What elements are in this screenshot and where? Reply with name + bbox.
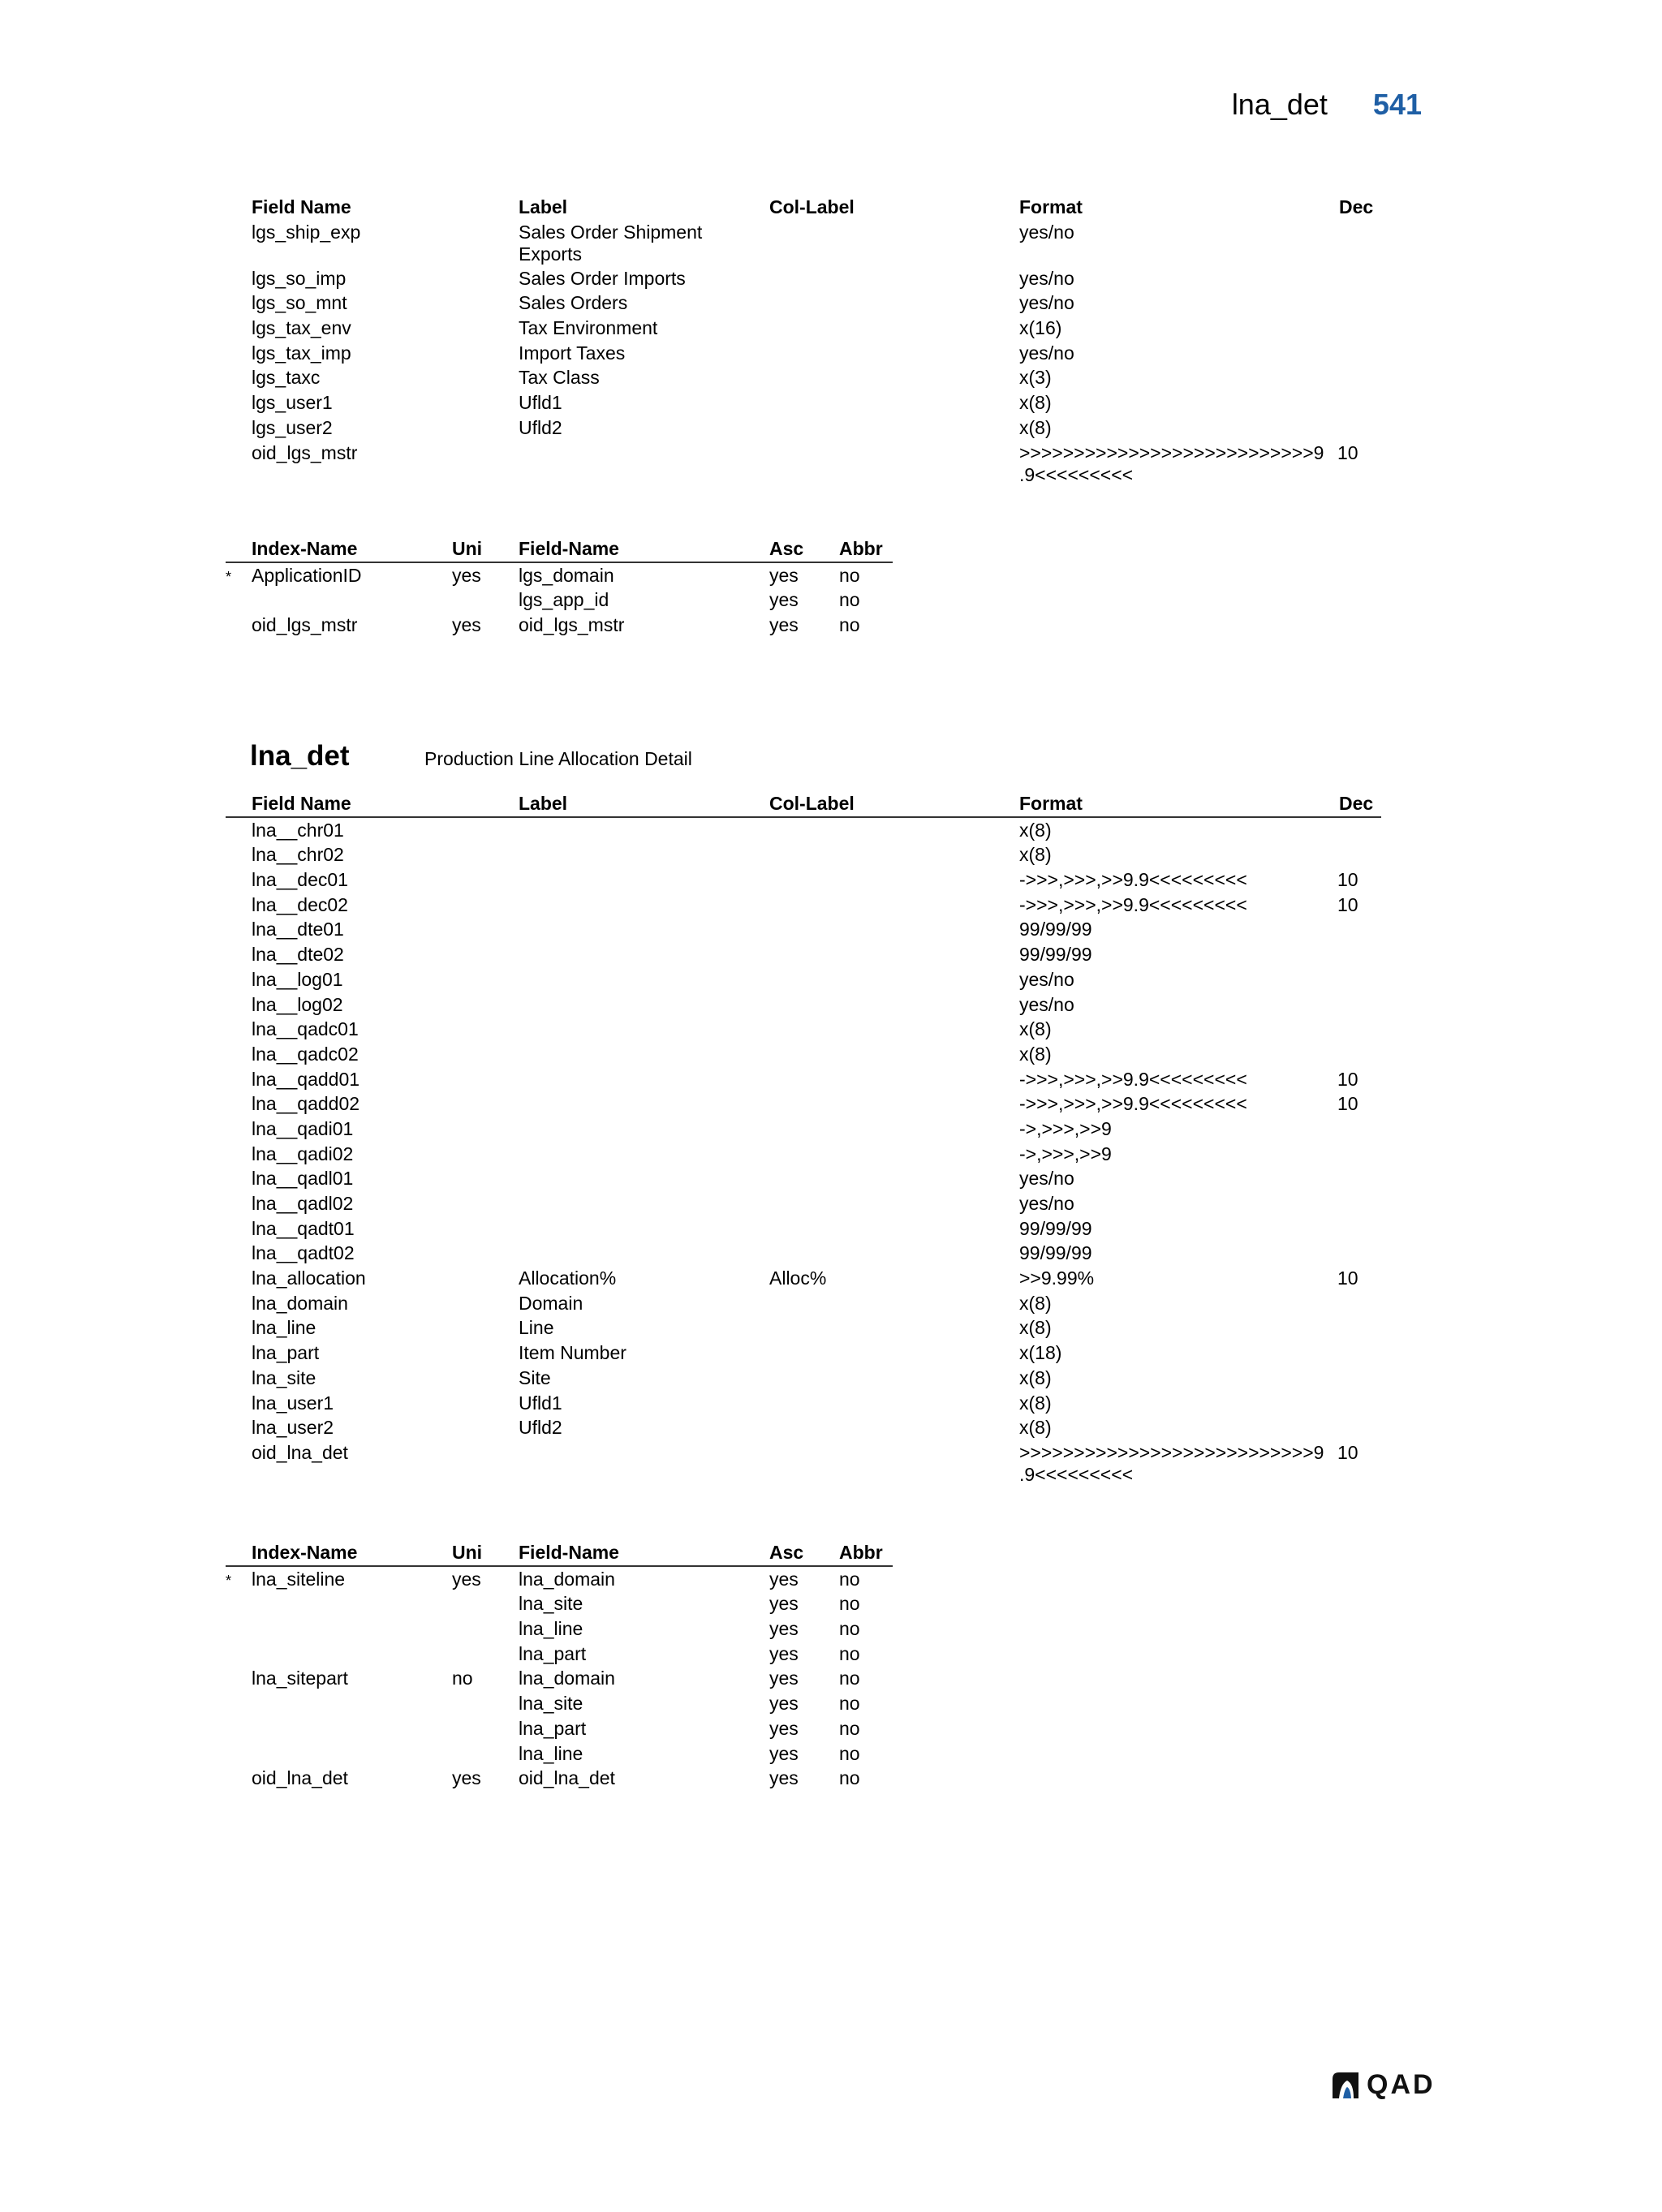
field-format: 99/99/99 [1019, 1217, 1092, 1239]
field-row [226, 1315, 1381, 1341]
index-field-name: lna_site [519, 1693, 583, 1715]
field-row [226, 992, 1381, 1018]
index-abbreviated: no [839, 1767, 860, 1789]
col-header-dec: Dec [1339, 793, 1374, 814]
field-row [226, 316, 1381, 341]
index-field-name: lgs_domain [519, 564, 614, 586]
field-name: lna_allocation [252, 1267, 366, 1289]
index-field-name: lna_part [519, 1717, 587, 1739]
field-name: lna__qadc01 [252, 1018, 359, 1040]
field-label: Allocation% [519, 1267, 617, 1289]
field-name: oid_lna_det [252, 1441, 348, 1463]
field-row [226, 441, 1381, 487]
field-name: lgs_tax_env [252, 317, 351, 339]
field-format: yes/no [1019, 221, 1074, 243]
field-format: yes/no [1019, 292, 1074, 314]
field-row [226, 1366, 1381, 1391]
index-field-name: lna_site [519, 1593, 583, 1615]
field-row [226, 942, 1381, 967]
col-header-field-name: Field Name [252, 196, 351, 217]
col-header-index-name: Index-Name [252, 1542, 358, 1563]
field-format: ->>>,>>>,>>9.9<<<<<<<<< [1019, 1068, 1247, 1090]
index-row [226, 1591, 893, 1616]
field-dec: 10 [1337, 1093, 1358, 1115]
col-header-uni: Uni [452, 1542, 483, 1563]
field-format: yes/no [1019, 993, 1074, 1015]
field-format: >>>>>>>>>>>>>>>>>>>>>>>>>>>9 .9<<<<<<<<< [1019, 1441, 1324, 1485]
index-field-name: oid_lgs_mstr [519, 614, 625, 636]
field-name: lna_site [252, 1366, 316, 1388]
field-name: lgs_so_imp [252, 267, 347, 289]
field-format: yes/no [1019, 342, 1074, 364]
field-row [226, 842, 1381, 867]
field-row [226, 1266, 1381, 1291]
field-row [226, 1341, 1381, 1366]
field-name: lna__log01 [252, 968, 343, 990]
field-format: x(16) [1019, 317, 1062, 339]
col-header-col-label: Col-Label [769, 196, 855, 217]
continued-field-table [226, 195, 1381, 487]
field-name: lna__qadi01 [252, 1117, 354, 1139]
index-row [226, 1716, 893, 1741]
field-row [226, 1166, 1381, 1191]
field-name: lgs_tax_imp [252, 342, 351, 364]
index-unique: yes [452, 614, 481, 636]
field-name: lna__dte02 [252, 944, 344, 966]
index-field-name: lna_domain [519, 1668, 615, 1689]
field-format: yes/no [1019, 1168, 1074, 1190]
field-row [226, 365, 1381, 390]
index-field-name: lgs_app_id [519, 589, 609, 611]
field-row [226, 1391, 1381, 1416]
qad-logo [1329, 2069, 1436, 2101]
index-field-name: lna_part [519, 1642, 587, 1664]
col-header-field-name: Field-Name [519, 1542, 619, 1563]
index-abbreviated: no [839, 1668, 860, 1689]
field-dec: 10 [1337, 869, 1358, 891]
index-abbreviated: no [839, 1717, 860, 1739]
field-format: ->>>,>>>,>>9.9<<<<<<<<< [1019, 869, 1247, 891]
field-name: lna__qadt02 [252, 1242, 355, 1264]
page-number: 541 [1372, 88, 1422, 121]
field-name: lna__qadd02 [252, 1093, 360, 1115]
index-table-header [226, 536, 893, 563]
field-format: yes/no [1019, 267, 1074, 289]
index-name: lna_sitepart [252, 1668, 348, 1689]
index-row [226, 587, 893, 613]
field-label: Tax Class [519, 367, 600, 389]
index-field-name: lna_line [519, 1742, 583, 1764]
field-label: Import Taxes [519, 342, 626, 364]
field-format: x(8) [1019, 1317, 1052, 1339]
field-format: x(8) [1019, 1392, 1052, 1414]
index-row [226, 563, 893, 588]
field-format: 99/99/99 [1019, 944, 1092, 966]
field-row [226, 917, 1381, 942]
field-name: lna__dec02 [252, 893, 348, 915]
field-row [226, 1291, 1381, 1316]
field-name: lna__qadt01 [252, 1217, 355, 1239]
index-ascending: yes [769, 589, 799, 611]
field-row [226, 867, 1381, 893]
field-label: Sales Orders [519, 292, 628, 314]
field-row [226, 1017, 1381, 1042]
col-header-asc: Asc [769, 538, 804, 559]
field-row [226, 415, 1381, 441]
index-abbreviated: no [839, 1693, 860, 1715]
field-format: ->>>,>>>,>>9.9<<<<<<<<< [1019, 893, 1247, 915]
index-abbreviated: no [839, 564, 860, 586]
col-header-field-name: Field Name [252, 793, 351, 814]
field-label: Tax Environment [519, 317, 658, 339]
index-ascending: yes [769, 1618, 799, 1640]
index-field-name: oid_lna_det [519, 1767, 615, 1789]
col-header-abbr: Abbr [839, 1542, 883, 1563]
field-format: x(8) [1019, 1366, 1052, 1388]
col-header-format: Format [1019, 196, 1083, 217]
field-label: Ufld2 [519, 416, 562, 438]
field-format: ->,>>>,>>9 [1019, 1143, 1112, 1164]
field-dec: 10 [1337, 1441, 1358, 1463]
index-row [226, 1642, 893, 1667]
field-table-header [226, 791, 1381, 818]
table-description: Production Line Allocation Detail [424, 748, 692, 769]
field-format: yes/no [1019, 1193, 1074, 1214]
index-abbreviated: no [839, 1742, 860, 1764]
field-name: lgs_user2 [252, 416, 333, 438]
table-title: lna_det [250, 740, 350, 772]
field-format: ->>>,>>>,>>9.9<<<<<<<<< [1019, 1093, 1247, 1115]
field-row [226, 1067, 1381, 1092]
field-format: x(8) [1019, 1292, 1052, 1314]
field-name: lna__dte01 [252, 919, 344, 940]
field-label: Sales Order Shipment Exports [519, 221, 703, 265]
index-ascending: yes [769, 1767, 799, 1789]
field-row [226, 818, 1381, 843]
index-abbreviated: no [839, 589, 860, 611]
field-name: lna_user1 [252, 1392, 334, 1414]
field-format: 99/99/99 [1019, 1242, 1092, 1264]
col-header-label: Label [519, 196, 568, 217]
field-label: Sales Order Imports [519, 267, 686, 289]
field-row [226, 1440, 1381, 1487]
field-name: lna__qadi02 [252, 1143, 354, 1164]
index-abbreviated: no [839, 614, 860, 636]
field-row [226, 1241, 1381, 1266]
col-header-asc: Asc [769, 1542, 804, 1563]
field-name: lgs_ship_exp [252, 221, 361, 243]
field-col-label: Alloc% [769, 1267, 827, 1289]
index-table [226, 1540, 893, 1791]
field-label: Ufld1 [519, 392, 562, 414]
index-name: oid_lna_det [252, 1767, 348, 1789]
field-label: Ufld1 [519, 1392, 562, 1414]
page-header [1232, 88, 1422, 122]
field-dec: 10 [1337, 1267, 1358, 1289]
index-name: ApplicationID [252, 564, 362, 586]
index-field-name: lna_line [519, 1618, 583, 1640]
field-label: Site [519, 1366, 551, 1388]
field-format: x(8) [1019, 416, 1052, 438]
field-name: lna__qadd01 [252, 1068, 360, 1090]
field-format: ->,>>>,>>9 [1019, 1117, 1112, 1139]
col-header-field-name: Field-Name [519, 538, 619, 559]
index-unique: yes [452, 1568, 481, 1590]
field-dec: 10 [1337, 441, 1358, 463]
continued-index-table [226, 536, 893, 638]
col-header-abbr: Abbr [839, 538, 883, 559]
index-row [226, 1567, 893, 1592]
index-ascending: yes [769, 1742, 799, 1764]
field-label: Domain [519, 1292, 583, 1314]
field-label: Ufld2 [519, 1417, 562, 1439]
index-row [226, 613, 893, 638]
field-format: x(8) [1019, 1043, 1052, 1065]
field-format: x(18) [1019, 1342, 1062, 1364]
field-format: x(8) [1019, 392, 1052, 414]
index-abbreviated: no [839, 1568, 860, 1590]
field-row [226, 893, 1381, 918]
field-dec: 10 [1337, 893, 1358, 915]
field-row [226, 390, 1381, 415]
field-format: x(8) [1019, 1018, 1052, 1040]
field-name: lna__chr01 [252, 819, 344, 841]
col-header-index-name: Index-Name [252, 538, 358, 559]
index-row [226, 1616, 893, 1642]
index-table-header [226, 1540, 893, 1567]
index-ascending: yes [769, 1593, 799, 1615]
qad-logo-icon [1329, 2071, 1362, 2100]
field-format: x(3) [1019, 367, 1052, 389]
primary-index-marker: * [226, 568, 232, 585]
col-header-uni: Uni [452, 538, 483, 559]
field-row [226, 967, 1381, 992]
field-row [226, 1415, 1381, 1440]
index-name: oid_lgs_mstr [252, 614, 358, 636]
index-row [226, 1691, 893, 1716]
field-dec: 10 [1337, 1068, 1358, 1090]
primary-index-marker: * [226, 1572, 232, 1589]
field-name: lgs_user1 [252, 392, 333, 414]
field-format: >>9.99% [1019, 1267, 1095, 1289]
col-header-label: Label [519, 793, 568, 814]
index-abbreviated: no [839, 1642, 860, 1664]
running-header-title: lna_det [1231, 88, 1328, 121]
index-abbreviated: no [839, 1618, 860, 1640]
index-row [226, 1666, 893, 1691]
field-name: oid_lgs_mstr [252, 441, 358, 463]
field-name: lna_part [252, 1342, 320, 1364]
index-unique: no [452, 1668, 473, 1689]
field-table [226, 791, 1381, 1487]
index-ascending: yes [769, 1668, 799, 1689]
field-name: lgs_taxc [252, 367, 321, 389]
index-field-name: lna_domain [519, 1568, 615, 1590]
index-ascending: yes [769, 1642, 799, 1664]
field-label: Line [519, 1317, 554, 1339]
field-row [226, 341, 1381, 366]
index-abbreviated: no [839, 1593, 860, 1615]
field-name: lna__log02 [252, 993, 343, 1015]
field-name: lna__dec01 [252, 869, 348, 891]
field-format: x(8) [1019, 819, 1052, 841]
field-row [226, 1216, 1381, 1242]
index-ascending: yes [769, 614, 799, 636]
col-header-format: Format [1019, 793, 1083, 814]
field-row [226, 266, 1381, 291]
field-format: x(8) [1019, 844, 1052, 866]
field-row [226, 290, 1381, 316]
field-format: 99/99/99 [1019, 919, 1092, 940]
field-label: Item Number [519, 1342, 626, 1364]
index-ascending: yes [769, 564, 799, 586]
field-name: lna_user2 [252, 1417, 334, 1439]
field-name: lna__qadc02 [252, 1043, 359, 1065]
field-name: lna__qadl02 [252, 1193, 354, 1214]
field-name: lna__qadl01 [252, 1168, 354, 1190]
field-format: >>>>>>>>>>>>>>>>>>>>>>>>>>>9 .9<<<<<<<<< [1019, 441, 1324, 485]
field-name: lgs_so_mnt [252, 292, 347, 314]
field-name: lna_domain [252, 1292, 348, 1314]
field-name: lna__chr02 [252, 844, 344, 866]
col-header-col-label: Col-Label [769, 793, 855, 814]
field-row [226, 220, 1381, 266]
index-name: lna_siteline [252, 1568, 346, 1590]
field-row [226, 1191, 1381, 1216]
field-name: lna_line [252, 1317, 316, 1339]
field-table-header [226, 195, 1381, 220]
field-row [226, 1117, 1381, 1142]
field-format: x(8) [1019, 1417, 1052, 1439]
col-header-dec: Dec [1339, 196, 1374, 217]
field-row [226, 1091, 1381, 1117]
index-row [226, 1741, 893, 1767]
index-ascending: yes [769, 1717, 799, 1739]
index-row [226, 1766, 893, 1791]
field-row [226, 1042, 1381, 1067]
index-unique: yes [452, 564, 481, 586]
index-ascending: yes [769, 1693, 799, 1715]
logo-wordmark: QAD [1367, 2069, 1436, 2100]
field-row [226, 1142, 1381, 1167]
index-unique: yes [452, 1767, 481, 1789]
index-ascending: yes [769, 1568, 799, 1590]
field-format: yes/no [1019, 968, 1074, 990]
